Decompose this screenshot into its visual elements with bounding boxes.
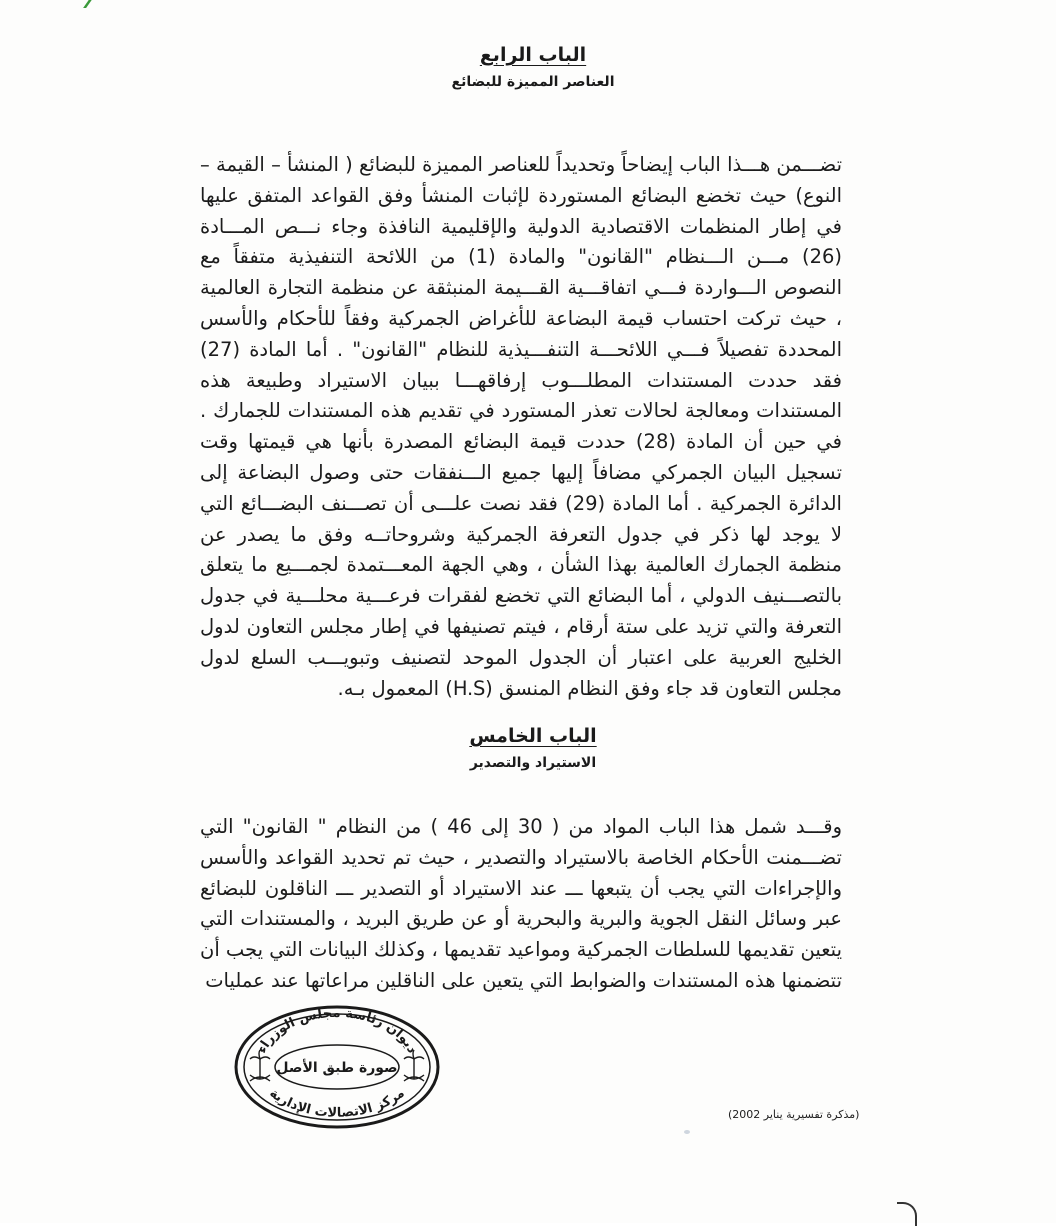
memo-note: (مذكرة تفسيرية يناير 2002) bbox=[728, 1108, 860, 1121]
stamp-center-text: صورة طبق الأصل bbox=[276, 1060, 398, 1076]
chapter-five-title: الباب الخامس bbox=[469, 725, 597, 747]
chapter-five-heading bbox=[450, 725, 616, 771]
scan-corner-mark bbox=[83, 0, 120, 8]
scan-speck bbox=[684, 1130, 690, 1134]
chapter-four-title: الباب الرابع bbox=[479, 44, 587, 66]
chapter-four-subtitle: العناصر المميزة للبضائع bbox=[451, 74, 615, 90]
page-edge-mark bbox=[897, 1202, 917, 1226]
official-stamp bbox=[232, 1003, 442, 1131]
chapter-five-subtitle: الاستيراد والتصدير bbox=[469, 755, 597, 771]
chapter-four-heading bbox=[420, 44, 646, 90]
stamp-top-text: ديوان رئاسة مجلس الوزراء bbox=[254, 1005, 420, 1056]
chapter-five-paragraph: وقـــد شمل هذا الباب المواد من ( 30 إلى 46 ) من النظام " القانون" التي تضـــمنت الأحكام الخاصة بالاستيراد والتصدير ، حيث تم تحديد القواعد والأسس والإجراءات التي يجب أن يتبعها ـــ عند الاستيراد أو التصدير ـــ الناقلون للبضائع عبر وسائل النقل الجوية والبرية والبحرية أو عن طريق البريد ، والمستندات التي يتعين تقديمها للسلطات الجمركية ومواعيد تقديمها ، وكذلك البيانات التي يجب أن تتضمنها هذه المستندات والضوابط التي يتعين على الناقلين مراعاتها عند عمليات bbox=[200, 815, 842, 992]
stamp-bottom-text: مركز الاتصالات الإدارية bbox=[266, 1085, 408, 1121]
chapter-four-paragraph: تضـــمن هـــذا الباب إيضاحاً وتحديداً للعناصر المميزة للبضائع ( المنشأ – القيمة – النوع) حيث تخضع البضائع المستوردة لإثبات المنشأ وفق القواعد المتفق عليها في إطار المنظمات الاقتصادية الدولية والإقليمية النافذة وجاء نـــص المـــادة (26) مـــن الـــنظام "القانون" والمادة (1) من اللائحة التنفيذية متفقاً مع النصوص الـــواردة فـــي اتفاقـــية القـــيمة المنبثقة عن منظمة التجارة العالمية ، حيث تركت احتساب قيمة البضاعة للأغراض الجمركية وفقاً للأحكام والأسس المحددة تفصيلاً فـــي اللائحـــة التنفـــيذية للنظام "القانون" . أما المادة (27) فقد حددت المستندات المطلـــوب إرفاقهـــا ببيان الاستيراد وطبيعة هذه المستندات ومعالجة لحالات تعذر المستورد في تقديم هذه المستندات للجمارك . في حين أن المادة (28) حددت قيمة البضائع المصدرة بأنها هي قيمتها وقت تسجيل البيان الجمركي مضافاً إليها جميع الـــنفقات حتى وصول البضاعة إلى الدائرة الجمركية . أما المادة (29) فقد نصت علـــى أن تصـــنف البضـــائع التي لا يوجد لها ذكر في جدول التعرفة الجمركية وشروحاتــه وفق ما يصدر عن منظمة الجمارك العالمية بهذا الشأن ، وهي الجهة المعـــتمدة لجمـــيع ما يتعلق بالتصـــنيف الدولي ، أما البضائع التي تخضع لفقرات فرعـــية محلـــية في جدول التعرفة والتي تزيد على ستة أرقام ، فيتم تصنيفها في إطار مجلس التعاون لدول الخليج العربية على اعتبار أن الجدول الموحد لتصنيف وتبويـــب السلع لدول مجلس التعاون قد جاء وفق النظام المنسق (H.S) المعمول بـه. bbox=[200, 153, 842, 700]
